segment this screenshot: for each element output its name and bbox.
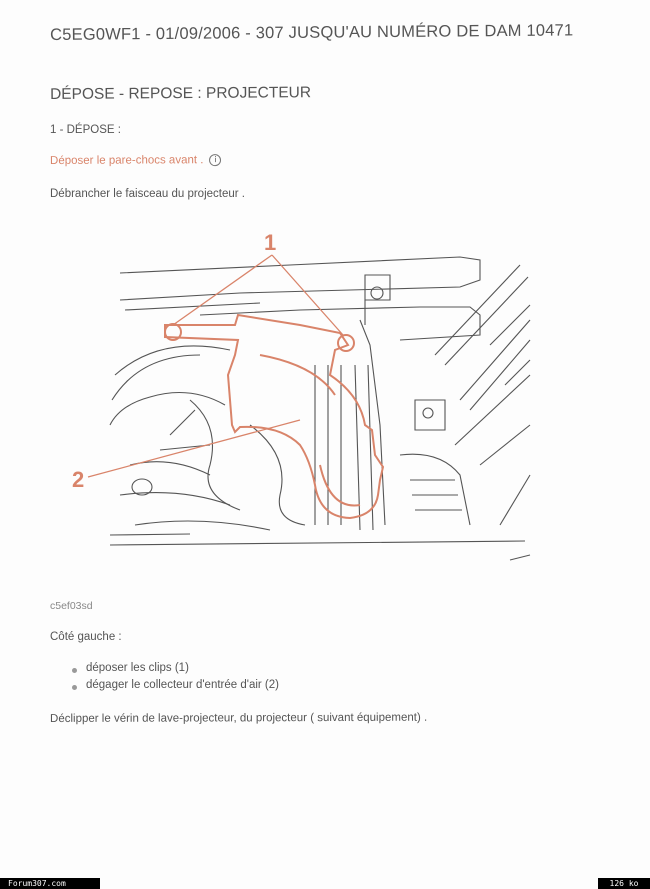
left-side-heading: Côté gauche : (50, 631, 122, 643)
remove-bumper-link[interactable]: Déposer le pare-chocs avant . (50, 154, 204, 167)
forum-watermark: Forum307.com (0, 878, 100, 889)
engine-bay-outline (110, 257, 530, 560)
figure-caption: c5ef03sd (50, 600, 93, 612)
document-header: C5EG0WF1 - 01/09/2006 - 307 JUSQU'AU NUMÉRO DE DAM 10471 (50, 21, 574, 44)
callout-2: 2 (72, 467, 85, 492)
remove-bumper-instruction (50, 154, 221, 167)
callout-1: 1 (264, 230, 277, 255)
file-size-badge: 126 ko (598, 878, 650, 889)
unclip-washer-instruction: Déclipper le vérin de lave-projecteur, du projecteur ( suivant équipement) . (50, 711, 428, 725)
headlamp-diagram (60, 225, 540, 585)
list-item: déposer les clips (1) (70, 662, 279, 679)
disconnect-harness-instruction: Débrancher le faisceau du projecteur . (50, 188, 245, 200)
page-title: DÉPOSE - REPOSE : PROJECTEUR (50, 84, 312, 103)
left-side-steps (70, 662, 279, 696)
list-item: dégager le collecteur d'entrée d'air (2) (70, 679, 279, 696)
step-heading: 1 - DÉPOSE : (50, 124, 121, 136)
info-icon[interactable]: i (209, 154, 221, 166)
